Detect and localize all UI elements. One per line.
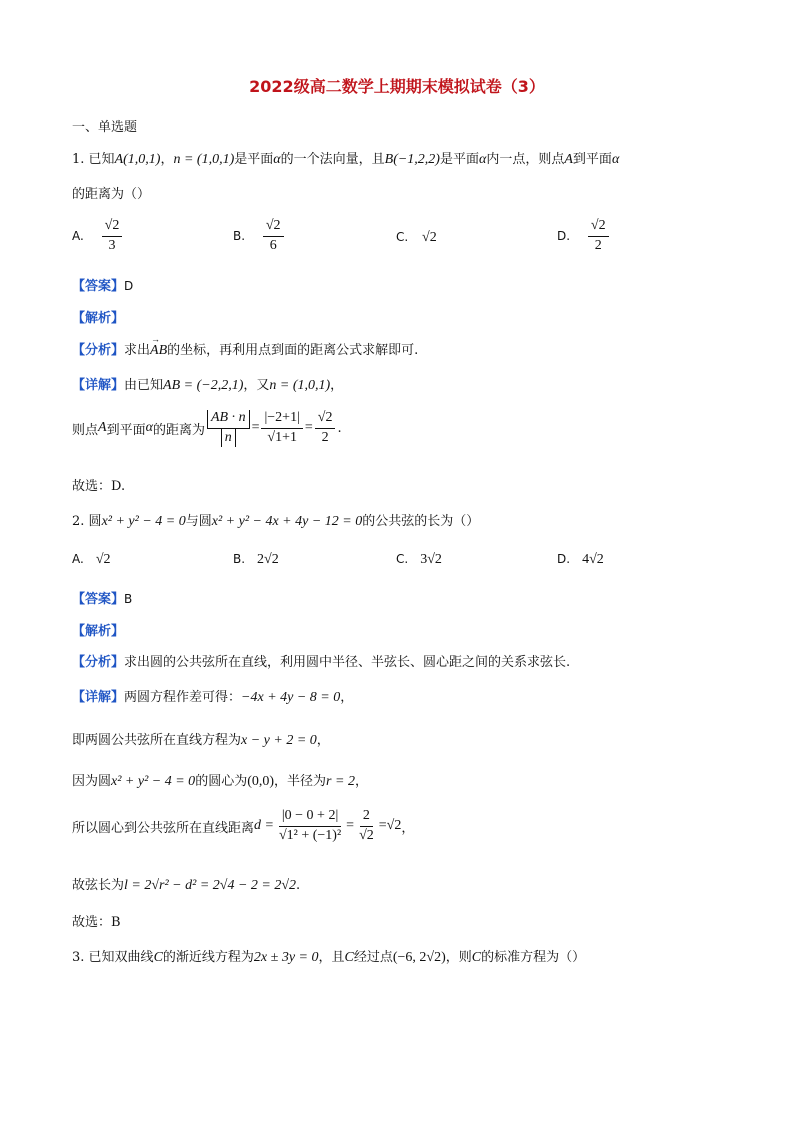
- q2-distance-row: 所以圆心到公共弦所在直线距离 d = $\frac{|0 - 0 + 2|}{\text{√1² + (−1)²}}$ = $\frac{2}{√2}$ = √2 ，: [72, 808, 415, 843]
- question-1-line2: 的距离为（）: [72, 187, 151, 202]
- q2-option-b: B. 2√2: [233, 552, 279, 567]
- q2-option-c: C. 3√2: [396, 552, 442, 567]
- question-2-line1: 2. 圆x² + y² − 4 = 0与圆x² + y² − 4x + 4y − 12 = 0的公共弦的长为（）: [72, 514, 480, 529]
- option-a: A. $\frac{√2}{3}$: [72, 218, 124, 255]
- q2-line-equation: 即两圆公共弦所在直线方程为x − y + 2 = 0，: [72, 733, 330, 748]
- xiangjie-row: 【详解】由已知AB = (−2,2,1)，又n = (1,0,1)，: [72, 378, 344, 393]
- analysis-tag: 【解析】: [72, 311, 125, 326]
- option-b: B. $\frac{√2}{6}$: [233, 218, 286, 255]
- question-3-line1: 3. 已知双曲线C的渐近线方程为2x ± 3y = 0，且C经过点(−6, 2√2)，则C的标准方程为（）: [72, 950, 586, 965]
- q2-option-a: A. √2: [72, 552, 111, 567]
- page-title: 2022级高二数学上期期末模拟试卷（3）: [249, 77, 545, 96]
- q2-analysis-tag: 【解析】: [72, 624, 125, 639]
- choose-2: 故选：B: [72, 915, 121, 930]
- section-heading: 一、单选题: [72, 120, 138, 135]
- q2-circle-center: 因为圆x² + y² − 4 = 0的圆心为(0,0)，半径为r = 2，: [72, 774, 368, 789]
- q2-fenxi-row: 【分析】求出圆的公共弦所在直线，利用圆中半径、半弦长、圆心距之间的关系求弦长.: [72, 655, 571, 670]
- fenxi-row: 【分析】求出→ AB的坐标，再利用点到面的距离公式求解即可.: [72, 339, 418, 359]
- option-c: C. √2: [396, 230, 437, 245]
- q2-option-d: D. 4√2: [557, 552, 604, 567]
- question-number: 1.: [72, 152, 85, 167]
- q2-chord-length: 故弦长为l = 2√r² − d² = 2√4 − 2 = 2√2.: [72, 878, 301, 893]
- option-d: D. $\frac{√2}{2}$: [557, 218, 611, 255]
- distance-formula-row: 则点 A 到平面 α 的距离为 $\frac{AB \cdot n}{n}$ = $\frac{|-2+1|}{√1+1}$ = $\frac{√2}{2}$ .: [72, 410, 342, 445]
- q2-xiangjie-row: 【详解】两圆方程作差可得：−4x + 4y − 8 = 0，: [72, 690, 354, 705]
- choose-1: 故选：D.: [72, 479, 126, 494]
- q2-answer-row: 【答案】B: [72, 592, 133, 607]
- answer-row: 【答案】D: [72, 279, 134, 294]
- question-1-line1: 1. 已知A(1,0,1)，n = (1,0,1)是平面α的一个法向量，且B(−1,2,2)是平面α内一点，则点A到平面α: [72, 152, 620, 167]
